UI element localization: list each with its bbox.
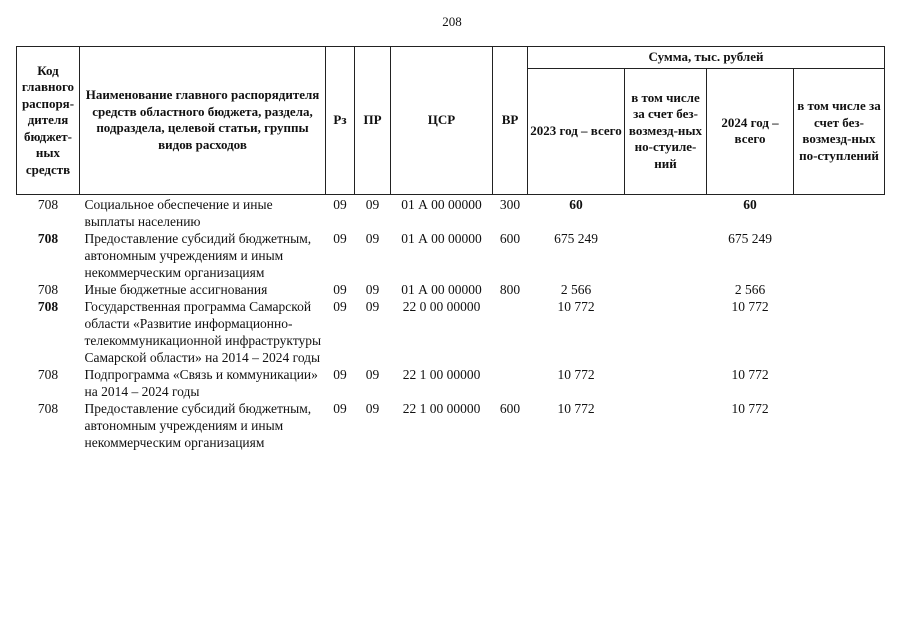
page-number: 208 (442, 14, 462, 29)
cell-2024-total: 10 772 (731, 298, 769, 314)
cell-vr (493, 298, 528, 366)
header-2024-free: в том числе за счет без-возмезд-ных по-ступлений (794, 68, 885, 194)
cell-pr: 09 (365, 281, 380, 297)
cell-2024-free (794, 194, 885, 230)
header-csr: ЦСР (391, 47, 493, 195)
cell-csr: 01 А 00 00000 (401, 230, 482, 246)
cell-2023-free (625, 400, 707, 451)
cell-name: Подпрограмма «Связь и коммуникации» на 2014 – 2024 годы (84, 366, 318, 399)
header-pr: ПР (355, 47, 391, 195)
header-2023-free: в том числе за счет без-возмезд-ных но-стуиле-ний (625, 68, 707, 194)
cell-2024-free (794, 298, 885, 366)
cell-name: Социальное обеспечение и иные выплаты населению (84, 196, 273, 229)
cell-pr: 09 (365, 230, 380, 246)
table-row (17, 366, 885, 400)
cell-code: 708 (37, 230, 59, 246)
cell-csr: 22 0 00 00000 (402, 298, 481, 314)
cell-rz: 09 (333, 230, 347, 246)
cell-code: 708 (37, 298, 59, 314)
cell-2023-total: 675 249 (554, 230, 598, 246)
header-sum-group: Сумма, тыс. рублей (528, 47, 885, 69)
table-row (17, 298, 885, 366)
cell-2023-free (625, 194, 707, 230)
cell-2024-total: 60 (743, 196, 757, 212)
cell-2023-total: 10 772 (557, 366, 595, 382)
cell-2023-free (625, 230, 707, 281)
cell-rz: 09 (333, 196, 347, 212)
table-row (17, 194, 885, 230)
cell-vr: 600 (499, 230, 521, 246)
cell-2024-total: 675 249 (728, 230, 772, 246)
cell-pr: 09 (365, 366, 380, 382)
cell-2024-free (794, 366, 885, 400)
cell-2023-free (625, 298, 707, 366)
cell-rz: 09 (333, 400, 347, 416)
cell-2023-total: 10 772 (557, 298, 595, 314)
cell-code: 708 (37, 281, 59, 297)
cell-code: 708 (37, 366, 59, 382)
cell-vr (493, 366, 528, 400)
cell-2023-total: 10 772 (557, 400, 595, 416)
cell-name: Иные бюджетные ассигнования (84, 281, 268, 297)
cell-vr: 800 (499, 281, 521, 297)
header-code: Код главного распоря-дителя бюджет-ных средств (17, 47, 80, 195)
header-name: Наименование главного распорядителя средств областного бюджета, раздела, подраздела, целевой статьи, группы видов расходов (80, 47, 326, 195)
header-2024-total: 2024 год – всего (707, 68, 794, 194)
cell-name: Государственная программа Самарской области «Развитие информационно-телекоммуникационной инфраструктуры Самарской области» на 2014 – 2024 годы (84, 298, 322, 365)
table-row (17, 281, 885, 298)
cell-csr: 01 А 00 00000 (401, 281, 482, 297)
budget-table (16, 46, 885, 451)
cell-name: Предоставление субсидий бюджетным, автономным учреждениям и иным некоммерческим организациям (84, 230, 312, 280)
cell-pr: 09 (365, 298, 380, 314)
header-2023-total: 2023 год – всего (528, 68, 625, 194)
cell-csr: 22 1 00 00000 (402, 366, 481, 382)
cell-vr: 600 (499, 400, 521, 416)
cell-csr: 22 1 00 00000 (402, 400, 481, 416)
cell-code: 708 (37, 400, 59, 416)
table-body (17, 194, 885, 451)
cell-code: 708 (37, 196, 59, 212)
cell-2024-total: 10 772 (731, 366, 769, 382)
cell-2024-total: 2 566 (734, 281, 766, 297)
header-rz: Рз (326, 47, 355, 195)
cell-vr: 300 (499, 196, 521, 212)
cell-2023-total: 2 566 (560, 281, 592, 297)
cell-2023-free (625, 366, 707, 400)
cell-2024-free (794, 230, 885, 281)
cell-2024-free (794, 400, 885, 451)
cell-pr: 09 (365, 400, 380, 416)
cell-pr: 09 (365, 196, 380, 212)
cell-rz: 09 (333, 281, 347, 297)
table-row (17, 400, 885, 451)
cell-2024-free (794, 281, 885, 298)
cell-2024-total: 10 772 (731, 400, 769, 416)
table-header (17, 47, 885, 195)
header-vr: ВР (493, 47, 528, 195)
table-row (17, 230, 885, 281)
cell-csr: 01 А 00 00000 (401, 196, 482, 212)
cell-2023-total: 60 (569, 196, 583, 212)
cell-rz: 09 (333, 298, 347, 314)
cell-2023-free (625, 281, 707, 298)
cell-rz: 09 (333, 366, 347, 382)
cell-name: Предоставление субсидий бюджетным, автономным учреждениям и иным некоммерческим организациям (84, 400, 312, 450)
